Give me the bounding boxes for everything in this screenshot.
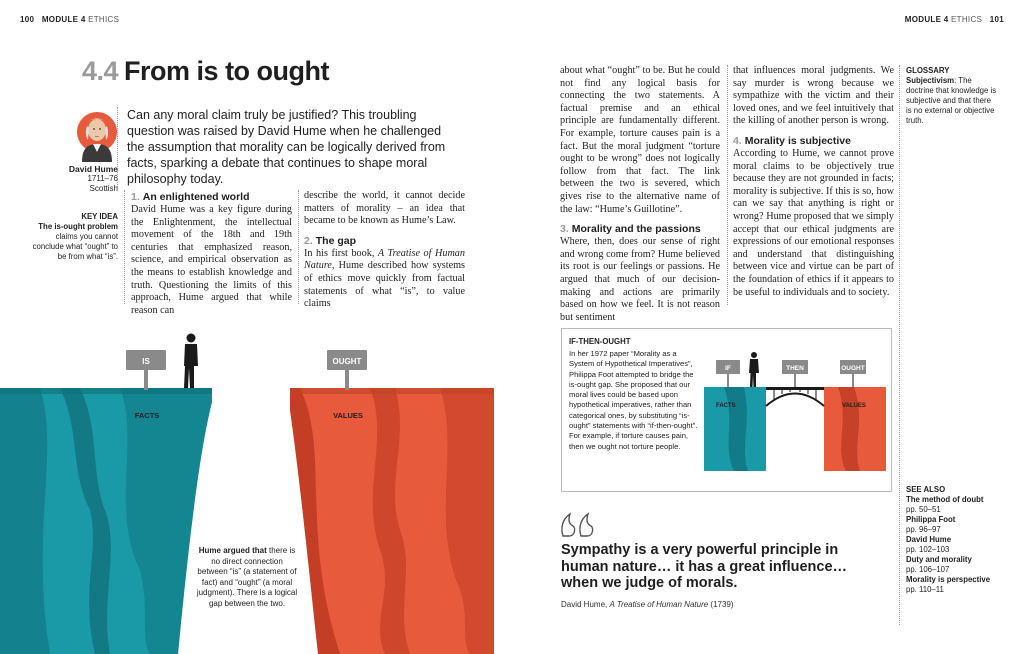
hume-dates: 1711–76 (87, 174, 118, 183)
title-text: From is to ought (124, 56, 330, 86)
left-module: MODULE 4 (41, 15, 86, 24)
facts-label: FACTS (134, 411, 160, 420)
body-column-3 (560, 65, 720, 324)
section-2-continued: about what “ought” to be. But he could not find any logical basis for connecting the two statements. A factual premise and an ethical principle are fundamentally different. For example, torture causes pain is a fact. But the moral judgment “torture ought to be wrong” does not logically follow from that fact. The link between the two is severed, which gives rise to the alternative name of the law: “Hume’s Guillotine”. (560, 65, 720, 215)
see-also-item[interactable]: Duty and morality pp. 106–107 (906, 555, 972, 574)
right-folio (905, 15, 1004, 24)
key-idea-term: The is-ought problem (38, 222, 118, 231)
title-number: 4.4 (82, 56, 119, 86)
left-folio (20, 15, 119, 24)
left-page-number: 100 (20, 15, 35, 24)
intro-paragraph: Can any moral claim truly be justified? This troubling question was raised by David Hume when he challenged the assumption that morality can be logically derived from facts, sparking a debate that continues to shape moral philosophy today. (117, 107, 457, 187)
column-rule (727, 65, 728, 305)
glossary-heading: GLOSSARY (906, 66, 950, 75)
key-idea (32, 212, 118, 262)
key-idea-text: claims you cannot conclude what “ought” to be from what “is”. (32, 232, 118, 261)
illustration-caption (196, 546, 298, 609)
left-section: ETHICS (88, 15, 120, 24)
right-module: MODULE 4 (904, 15, 949, 24)
see-also-item[interactable]: Morality is perspective pp. 110–11 (906, 575, 991, 594)
quote-source: David Hume, A Treatise of Human Nature (1739) (561, 600, 734, 609)
box-ought-label: OUGHT (841, 365, 865, 372)
pull-quote: Sympathy is a very powerful principle in human nature… it has a great influence… when we judge of morals. (561, 542, 848, 591)
page-title (82, 56, 329, 87)
right-page-number: 101 (989, 15, 1004, 24)
box-person-figure (749, 352, 759, 387)
column-rule (298, 190, 299, 304)
box-if-label: IF (725, 365, 731, 372)
glossary-term: Subjectivism (906, 76, 955, 85)
see-also-item[interactable]: Philippa Foot pp. 96–97 (906, 515, 956, 534)
bridge-illustration (704, 351, 889, 491)
body-column-4 (733, 65, 894, 299)
glossary-definition: : The doctrine that knowledge is subjective and that there is no external or objective truth. (906, 76, 997, 125)
right-section: ETHICS (951, 15, 983, 24)
caption-body: there is no direct connection between “is” (a statement of fact) and “ought” (a moral judgment). There is a logical gap between the two. (196, 546, 298, 608)
column-rule (124, 190, 125, 304)
section-2-heading: 2. The gap (304, 234, 357, 247)
box-body: In her 1972 paper “Morality as a System of Hypothetical Imperatives”, Philippa Foot attempted to bridge the is-ought gap. She proposed that our moral lives could be based upon hypothetical imperatives, rather than categorical ones, by substituting “is-ought” statements with “if-then-ought”. For example, if torture causes pain, then we ought not torture people. (569, 349, 698, 451)
box-facts-label: FACTS (716, 403, 736, 409)
is-sign-label: IS (142, 357, 150, 366)
hume-portrait (76, 108, 118, 162)
section-3-continued: that influences moral judgments. We say murder is wrong because we sympathize with the victim and their loved ones, and we feel intuitively that the killing of another person is wrong. (733, 65, 894, 127)
section-1-heading: 1. An enlightened world (131, 191, 250, 203)
column-rule (899, 65, 900, 625)
values-label: VALUES (333, 411, 363, 420)
section-2-body: In his first book, A Treatise of Human Nature, Hume described how systems of ethics move quickly from factual statements of what “is”, to value claims (304, 247, 465, 310)
hume-caption (60, 164, 118, 194)
section-1-body: David Hume was a key figure during the Enlightenment, the intellectual movement of the 18th and 19th centuries that emphasized reason, science, and empirical observation as the means to establish knowledge and truth. Questioning the limits of this approach, Hume argued that while reason can (131, 204, 292, 316)
section-1-continued: describe the world, it cannot decide matters of morality – an idea that became to be known as Hume’s Law. (304, 190, 465, 227)
box-then-label: THEN (786, 365, 804, 372)
if-then-ought-box (561, 328, 892, 492)
caption-lead: Hume argued that (198, 546, 267, 555)
body-column-1 (131, 190, 292, 317)
section-4-body: According to Hume, we cannot prove moral claims to be objectively true because they are not grounded in facts; morality is subjective. If this is so, how can we say that anything is right or wrong? Hume proposed that we simply accept that our ethical judgments are expressions of our emotional responses and understand that distinguishing between vice and virtue can be part of the foundation of ethics if it appears to be useful to individuals and to society. (733, 147, 894, 298)
ought-sign-label: OUGHT (332, 357, 362, 366)
key-idea-heading: KEY IDEA (81, 212, 118, 221)
body-column-2 (304, 190, 465, 311)
glossary (906, 66, 998, 126)
section-3-body: Where, then, does our sense of right and wrong come from? Hume believed its root is our feelings or passions. He argued that much of our decision-making and actions are primarily based on how we feel. It is not reason but sentiment (560, 236, 720, 323)
see-also-item[interactable]: David Hume pp. 102–103 (906, 535, 952, 554)
box-values-label: VALUES (842, 403, 866, 409)
quote-mark-icon (560, 512, 598, 538)
see-also-heading: SEE ALSO (906, 485, 946, 494)
section-4-heading: 4. Morality is subjective (733, 134, 851, 147)
box-title: IF-THEN-OUGHT (569, 337, 631, 346)
hume-name: David Hume (68, 164, 118, 174)
see-also-item[interactable]: The method of doubt pp. 50–51 (906, 495, 984, 514)
person-figure (184, 334, 198, 389)
see-also (906, 485, 998, 595)
section-3-heading: 3. Morality and the passions (560, 223, 701, 236)
hume-nationality: Scottish (89, 184, 118, 193)
